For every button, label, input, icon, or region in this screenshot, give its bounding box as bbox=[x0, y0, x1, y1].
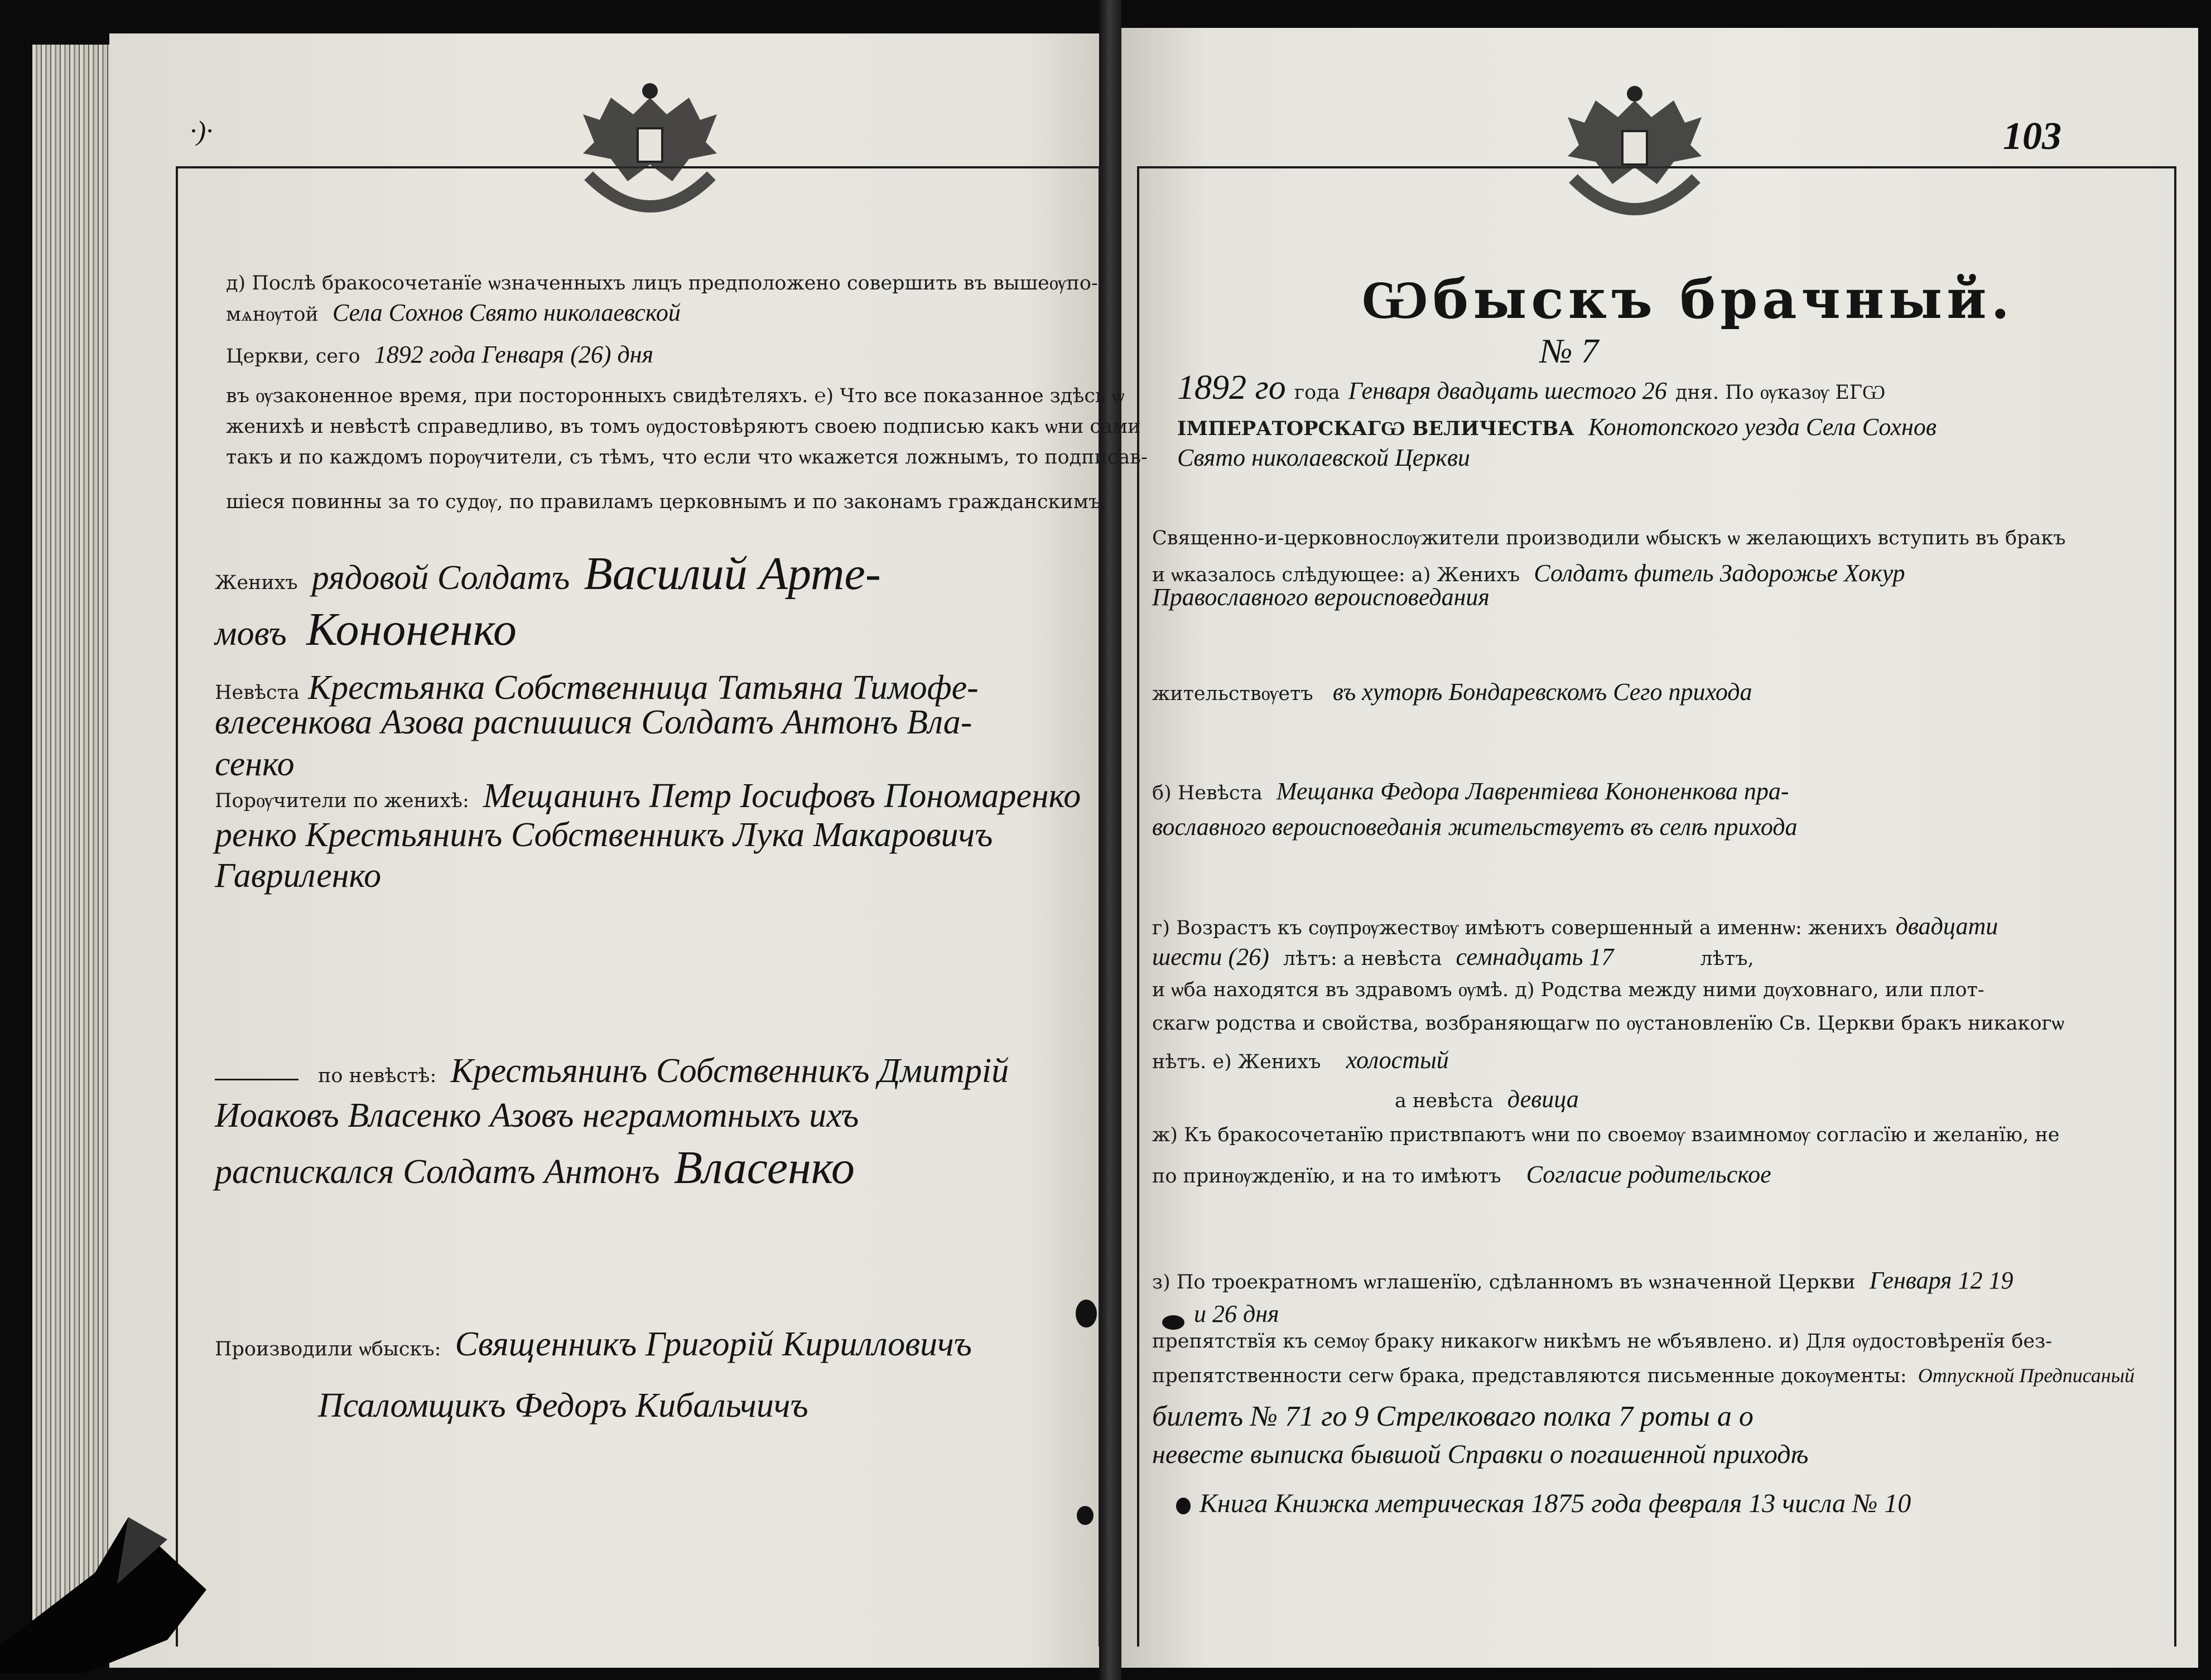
announce-line1 bbox=[1152, 1266, 2013, 1295]
bride-line2: влесенкова Азова распишися Солдатъ Антонъ Вла- bbox=[215, 703, 972, 741]
church-handwritten: Свято николаевской Церкви bbox=[1177, 444, 1470, 471]
age-line1 bbox=[1152, 912, 1998, 940]
announce-line5: билетъ № 71 го 9 Стрелковаго полка 7 роты а о bbox=[1152, 1401, 1754, 1432]
para4-label: Церкви, сего bbox=[226, 345, 360, 368]
corner-mark: ·)· bbox=[190, 115, 213, 146]
document-title: Ѡбыскъ брачный. bbox=[1361, 268, 2014, 331]
year-handwritten: 1892 го bbox=[1177, 369, 1286, 407]
guarantors-bride-label: по невѣстѣ: bbox=[318, 1065, 437, 1087]
status-label: нѣтъ. е) Женихъ bbox=[1152, 1051, 1321, 1073]
residence-line bbox=[1152, 678, 1752, 706]
marriage-date-handwritten: 1892 года Генваря (26) дня bbox=[374, 341, 654, 368]
age-line5 bbox=[1152, 1046, 1449, 1074]
church-name-handwritten: Села Сохнов Свято николаевской bbox=[332, 299, 681, 326]
status-label: а невѣста bbox=[1395, 1090, 1494, 1112]
groom-intro-label: и ѡказалось слѣдующее: а) Женихъ bbox=[1152, 564, 1520, 586]
consent-line2 bbox=[1152, 1160, 1771, 1189]
consent-label: по принѹжденїю, и на то имѣютъ bbox=[1152, 1165, 1501, 1187]
page-edges bbox=[32, 45, 110, 1651]
announce-line3: препятствїя къ семѹ браку никакогѡ никѣмъ не ѡбъявлено. и) Для ѹдостовѣренїя без- bbox=[1152, 1330, 2053, 1353]
bride-right-handwritten: Мещанка Федора Лаврентіева Кононенкова пра- bbox=[1276, 778, 1789, 805]
age-label: г) Возрастъ къ сѹпрѹжествѹ имѣютъ совершенный а именнѡ: женихъ bbox=[1152, 917, 1887, 939]
para4-line3 bbox=[226, 340, 653, 369]
date-handwritten: Генваря двадцать шестого 26 bbox=[1348, 377, 1667, 404]
age-label: лѣтъ, bbox=[1700, 948, 1754, 970]
bride-right-line2: вославного вероисповеданія жительствуетъ въ селѣ прихода bbox=[1152, 813, 1798, 841]
ink-blot bbox=[1077, 1506, 1094, 1525]
date-label: года bbox=[1294, 382, 1340, 404]
guarantors-bride-handwritten: Крестьянинъ Собственникъ Дмитрій bbox=[450, 1052, 1009, 1090]
book-spine bbox=[1099, 0, 1121, 1680]
guarantors-groom-line2: ренко Крестьянинъ Собственникъ Лука Макаровичъ bbox=[215, 816, 993, 854]
age-label: лѣтъ: а невѣста bbox=[1283, 948, 1442, 970]
dash-divider bbox=[215, 1079, 298, 1080]
guarantors-bride-signature: Власенко bbox=[673, 1142, 855, 1194]
announce-label: з) По троекратномъ ѡглашенїю, сдѣланномъ въ ѡзначенной Церкви bbox=[1152, 1271, 1856, 1293]
priest-signature: Священникъ Григорій Кирилловичъ bbox=[455, 1325, 972, 1363]
para4-line4: въ ѹзаконенное время, при посторонныхъ свидѣтеляхъ. ℮) Что все показанное здѣсь ѡ bbox=[226, 385, 1125, 407]
groom-name-handwritten: Василий Арте- bbox=[584, 548, 881, 600]
performed-line1 bbox=[215, 1325, 972, 1364]
groom-desc-handwritten: Солдатъ фитель Задорожье Хокур bbox=[1534, 559, 1905, 587]
guarantors-bride-line2: Иоаковъ Власенко Азовъ неграмотныхъ ихъ bbox=[215, 1097, 859, 1135]
guarantors-bride-line1 bbox=[215, 1051, 1009, 1091]
groom-rank-handwritten: рядовой Солдатъ bbox=[311, 559, 570, 597]
documents-handwritten: Отпускной Предписаный bbox=[1918, 1364, 2135, 1387]
psalmist-signature: Псаломщикъ Федоръ Кибальчичъ bbox=[318, 1387, 808, 1425]
announce-dates-handwritten: Генваря 12 19 bbox=[1869, 1267, 2013, 1294]
faith-handwritten: Православного вероисповедания bbox=[1152, 583, 1490, 611]
announce-line2: и 26 дня bbox=[1194, 1300, 1279, 1327]
bride-right-label: б) Невѣста bbox=[1152, 782, 1263, 804]
residence-handwritten: въ хуторѣ Бондаревскомъ Сего прихода bbox=[1332, 678, 1752, 706]
ink-blot bbox=[1076, 1300, 1097, 1327]
documents-label: препятственности сегѡ брака, представляются письменные докѹменты: bbox=[1152, 1365, 1907, 1387]
intro-line1: Священно-и-церковнослѹжители производили ѡбыскъ ѡ желающихъ вступить въ бракъ bbox=[1152, 527, 2066, 549]
groom-surname-handwritten: Кононенко bbox=[306, 604, 517, 655]
performed-label: Производили ѡбыскъ: bbox=[215, 1338, 441, 1360]
groom-name-handwritten: мовъ bbox=[215, 615, 287, 653]
double-headed-eagle-crest-icon bbox=[566, 75, 734, 231]
groom-age-handwritten: шести (26) bbox=[1152, 943, 1269, 971]
bride-age-handwritten: семнадцать 17 bbox=[1456, 943, 1614, 971]
para4-label: мѧнѹтой bbox=[226, 303, 319, 326]
groom-age-handwritten: двадцати bbox=[1895, 913, 1998, 940]
age-line4: скагѡ родства и свойства, возбраняющагѡ по ѹстановленїю Св. Церкви бракъ никакогѡ bbox=[1152, 1012, 2064, 1035]
bride-handwritten: Крестьянка Собственница Татьяна Тимофе- bbox=[307, 669, 979, 707]
groom-label: Женихъ bbox=[215, 572, 298, 594]
age-line2 bbox=[1152, 943, 1754, 971]
date-line2 bbox=[1177, 413, 1937, 441]
groom-line2 bbox=[215, 602, 517, 656]
consent-handwritten: Согласие родительское bbox=[1526, 1161, 1771, 1188]
record-number: № 7 bbox=[1540, 332, 1598, 370]
announce-line4 bbox=[1152, 1364, 2135, 1387]
uezd-handwritten: Конотопского уезда Села Сохнов bbox=[1588, 413, 1937, 441]
guarantors-bride-line3 bbox=[215, 1141, 855, 1195]
bride-line3: сенко bbox=[215, 745, 295, 783]
groom-line1 bbox=[215, 547, 881, 601]
bride-line1 bbox=[215, 668, 979, 708]
decree-label: дня. По ѹказѹ ЕГѠ bbox=[1675, 382, 1886, 404]
ink-blot bbox=[1162, 1315, 1184, 1330]
para4-line6: такъ и по каждомъ порѹчители, съ тѣмъ, что если что ѡкажется ложнымъ, то подписав- bbox=[226, 446, 1148, 469]
majesty-label: ІМПЕРАТОРСКАГѠ ВЕЛИЧЕСТВА bbox=[1177, 417, 1574, 440]
announce-line6: невесте выписка бывшой Справки о погашенной приходѣ bbox=[1152, 1440, 1809, 1469]
bride-right-line1 bbox=[1152, 777, 1789, 805]
para4-line2 bbox=[226, 298, 681, 327]
guarantors-groom-handwritten: Мещанинъ Петр Іосифовъ Пономаренко bbox=[483, 777, 1081, 815]
para4-line7: шiеся повинны за то судѹ, по правиламъ церковнымъ и по законамъ гражданскимъ. bbox=[226, 491, 1107, 513]
double-headed-eagle-crest-icon bbox=[1551, 78, 1718, 234]
guarantors-groom-line3: Гавриленко bbox=[215, 857, 382, 895]
groom-status-handwritten: холостый bbox=[1346, 1046, 1449, 1074]
guarantors-bride-handwritten: распискался Солдатъ Антонъ bbox=[215, 1153, 660, 1191]
announce-line7: Книга Книжка метрическая 1875 года февраля 13 числа № 10 bbox=[1200, 1489, 1911, 1518]
guarantors-groom-label: Порѹчители по женихѣ: bbox=[215, 790, 469, 812]
page-number: 103 bbox=[2003, 115, 2061, 158]
date-line1 bbox=[1177, 368, 1885, 408]
guarantors-groom-line1 bbox=[215, 776, 1081, 816]
consent-line1: ж) Къ бракосочетанїю приствпаютъ ѡни по своемѹ взаимномѹ согласїю и желанїю, не bbox=[1152, 1124, 2060, 1146]
age-line3: и ѡба находятся въ здравомъ ѹмѣ. д) Родства между ними дѹховнаго, или плот- bbox=[1152, 979, 1984, 1001]
bride-status-handwritten: девица bbox=[1507, 1085, 1579, 1113]
residence-label: жительствѹетъ bbox=[1152, 683, 1313, 705]
ink-blot bbox=[1176, 1498, 1191, 1514]
para4-line1: д) Послѣ бракосочетанїе ѡзначенныхъ лицъ предположено совершить въ вышеѹпо- bbox=[226, 272, 1098, 295]
para4-line5: женихѣ и невѣстѣ справедливо, въ томъ ѹдостовѣряютъ своею подписью какъ ѡни сами bbox=[226, 416, 1141, 438]
pencil-pointer-icon bbox=[0, 1506, 206, 1673]
age-line6 bbox=[1395, 1085, 1579, 1113]
bride-label: Невѣста bbox=[215, 682, 300, 704]
